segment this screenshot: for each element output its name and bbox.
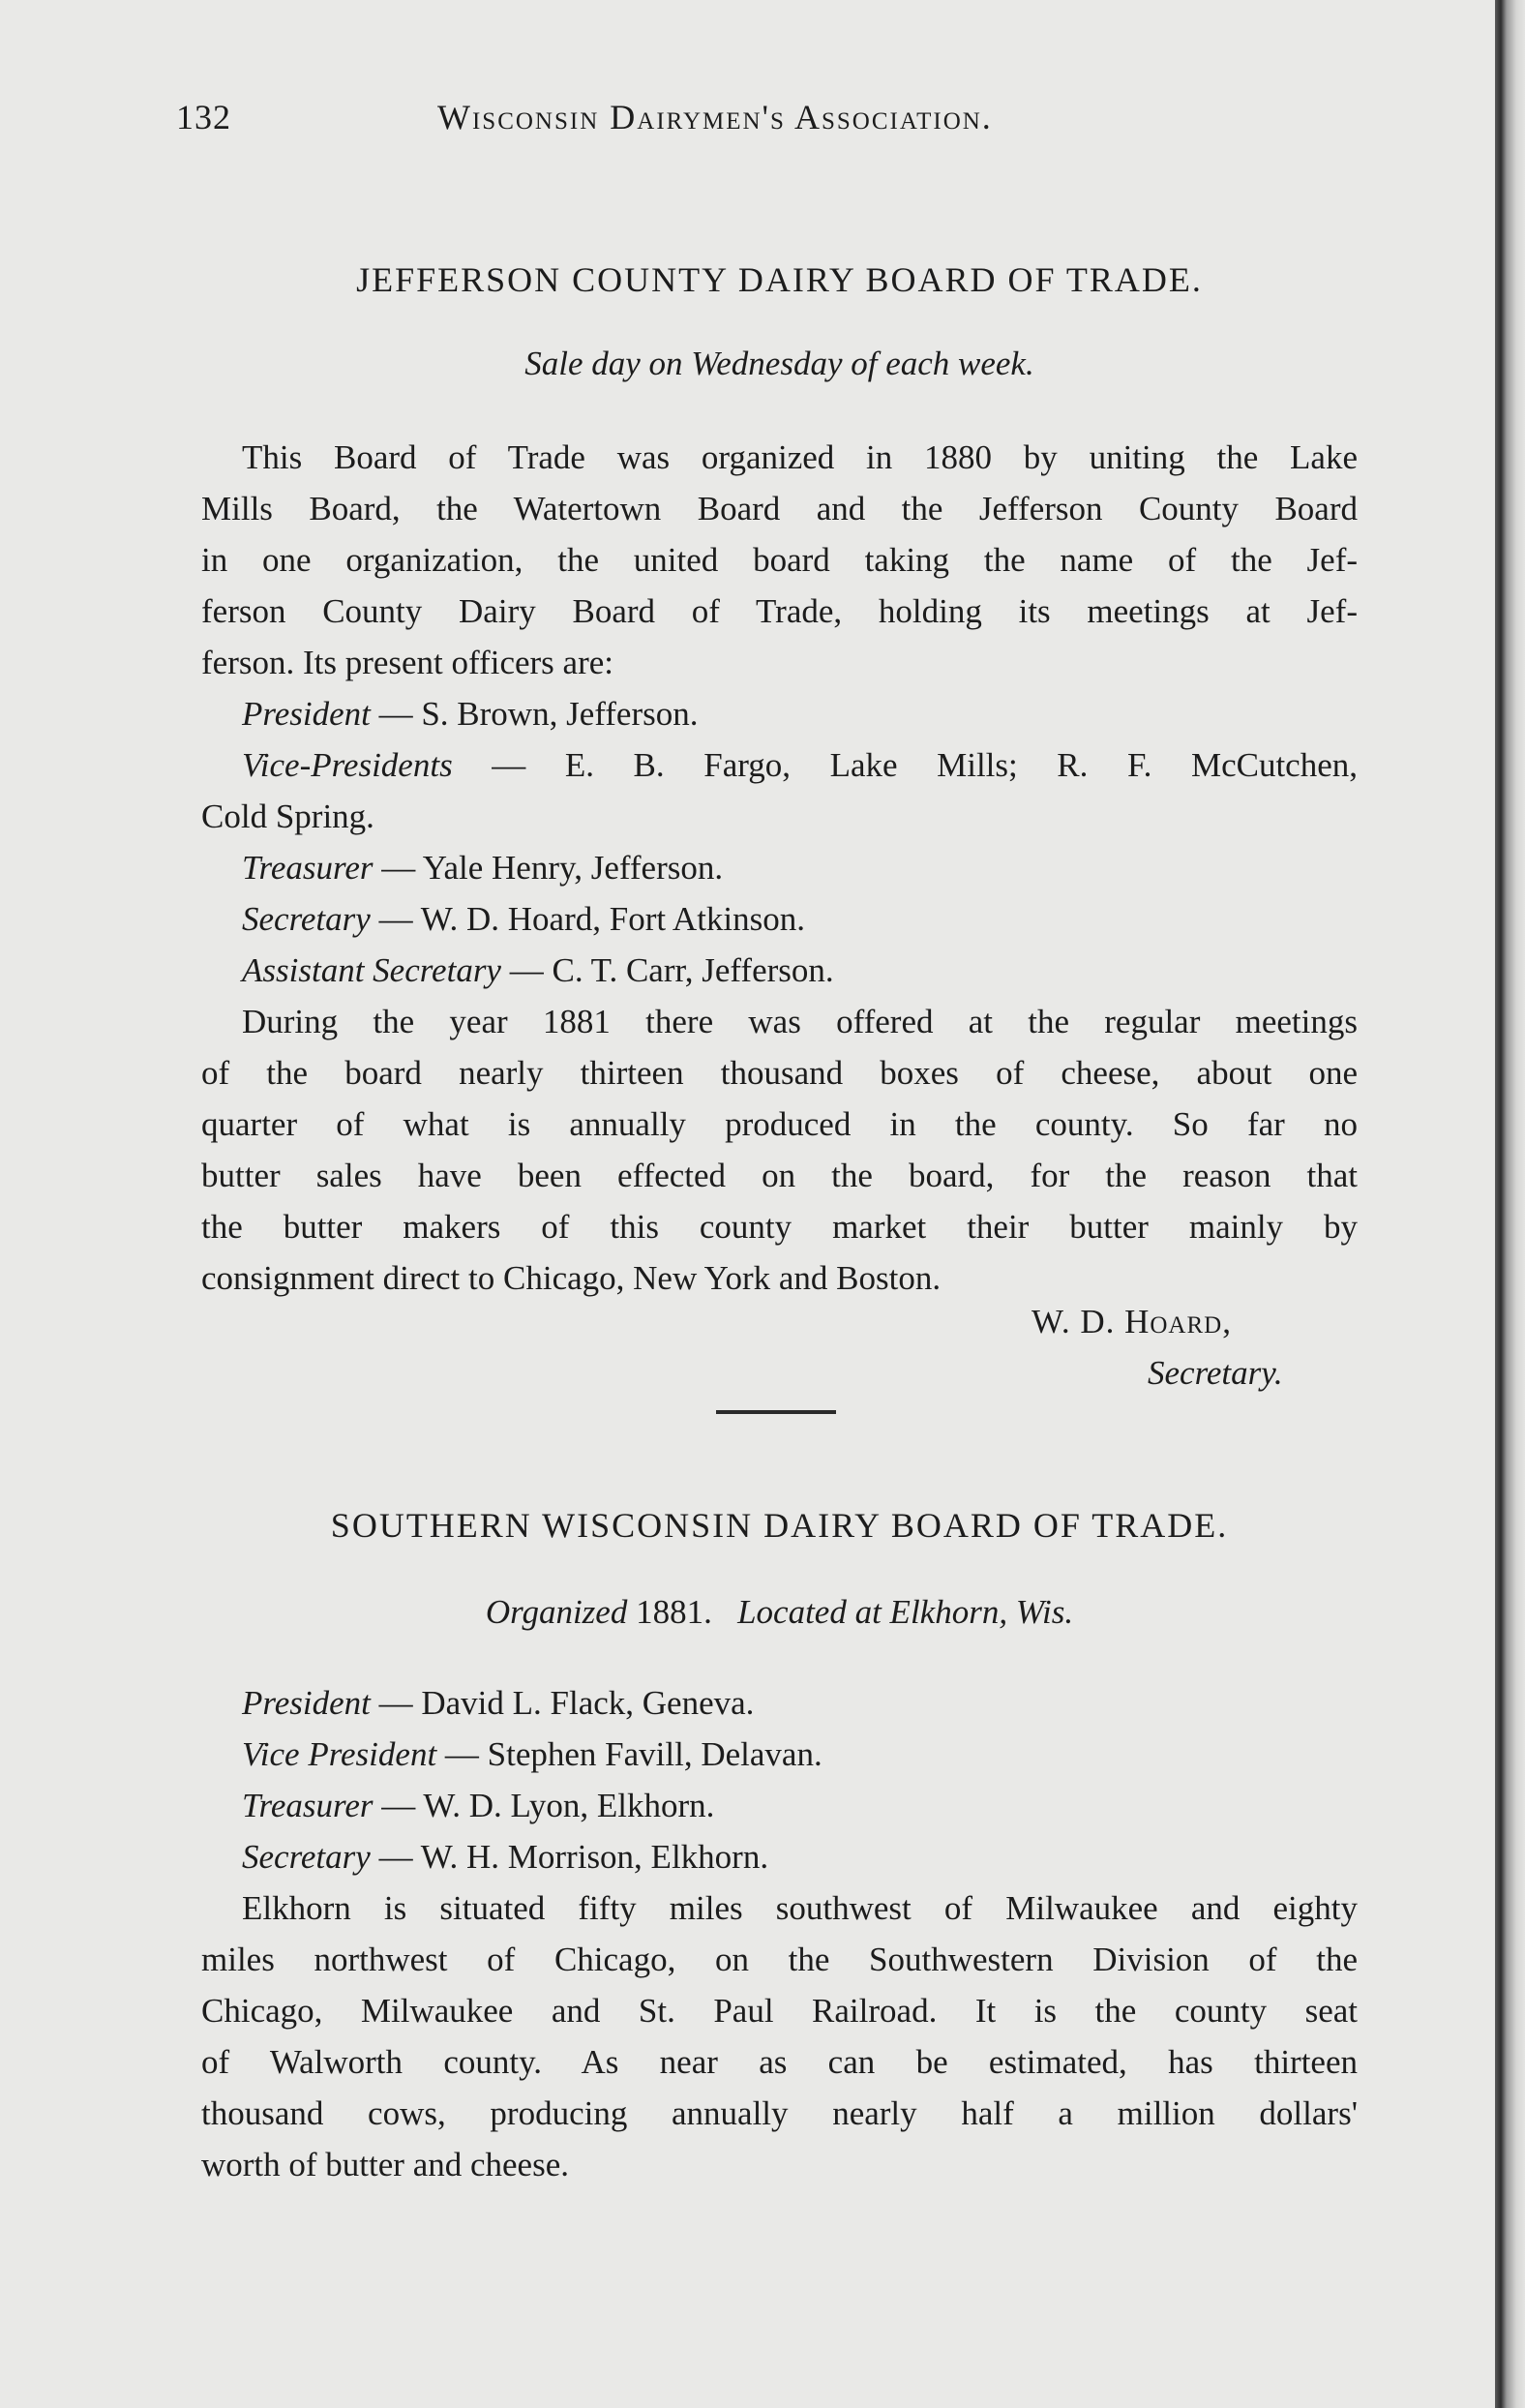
text-line: in one organization, the united board taking the name of the Jef- [201, 541, 1358, 579]
signature-name: W. D. Hoard, [1032, 1303, 1232, 1340]
officer-name: S. Brown, Jefferson. [421, 695, 699, 733]
officer-line: Treasurer — Yale Henry, Jefferson. [242, 849, 724, 887]
officer-line: President — S. Brown, Jefferson. [242, 695, 699, 733]
text-line: During the year 1881 there was offered at the regular meetings [242, 1003, 1358, 1040]
text-line: ferson County Dairy Board of Trade, holding its meetings at Jef- [201, 592, 1358, 630]
text-line: the butter makers of this county market their butter mainly by [201, 1208, 1358, 1246]
officer-line: President — David L. Flack, Geneva. [242, 1684, 755, 1722]
officer-role: President [242, 1684, 371, 1722]
officer-line: Secretary — W. H. Morrison, Elkhorn. [242, 1838, 769, 1876]
officer-role: Assistant Secretary [242, 951, 501, 989]
signature-title: Secretary. [1148, 1354, 1283, 1392]
section-divider [716, 1410, 836, 1414]
officer-name: W. D. Hoard, Fort Atkinson. [420, 900, 806, 938]
officer-line: Vice-Presidents — E. B. Fargo, Lake Mills; R. F. McCutchen, [242, 746, 1358, 784]
organized-label: Organized [485, 1593, 628, 1631]
text-line: consignment direct to Chicago, New York and Boston. [201, 1259, 942, 1297]
text-line: Mills Board, the Watertown Board and the Jefferson County Board [201, 490, 1358, 527]
officer-line: Secretary — W. D. Hoard, Fort Atkinson. [242, 900, 806, 938]
page-number: 132 [176, 98, 231, 136]
officer-list-southern [201, 1677, 1358, 1882]
officer-role: Treasurer [242, 849, 374, 887]
officer-role: Secretary [242, 1838, 371, 1876]
officer-role: President [242, 695, 371, 733]
text-line: butter sales have been effected on the board, for the reason that [201, 1157, 1358, 1194]
officer-role: Secretary [242, 900, 371, 938]
located-text: Located at Elkhorn, Wis. [737, 1593, 1074, 1631]
officer-name: C. T. Carr, Jefferson. [552, 951, 834, 989]
text-line: thousand cows, producing annually nearly half a million dollars' [201, 2094, 1358, 2132]
text-line: ferson. Its present officers are: [201, 644, 613, 681]
organized-year: 1881. [636, 1593, 712, 1631]
officer-line: Assistant Secretary — C. T. Carr, Jefferson. [242, 951, 834, 989]
officer-role: Treasurer [242, 1787, 374, 1824]
body-paragraph-southern [201, 1882, 1358, 2190]
officer-name: Yale Henry, Jefferson. [422, 849, 724, 887]
text-line: miles northwest of Chicago, on the Southwestern Division of the [201, 1941, 1358, 1978]
officer-role: Vice-Presidents [242, 746, 453, 784]
section-heading-jefferson: JEFFERSON COUNTY DAIRY BOARD OF TRADE. [356, 260, 1203, 299]
officer-line: Vice President — Stephen Favill, Delavan. [242, 1735, 822, 1773]
text-line: of Walworth county. As near as can be estimated, has thirteen [201, 2043, 1358, 2081]
officer-role: Vice President [242, 1735, 437, 1773]
text-line: of the board nearly thirteen thousand boxes of cheese, about one [201, 1054, 1358, 1092]
officer-name: E. B. Fargo, Lake Mills; R. F. McCutchen, [564, 746, 1358, 784]
intro-paragraph [201, 432, 1358, 688]
officer-name: W. D. Lyon, Elkhorn. [423, 1787, 715, 1824]
text-line: worth of butter and cheese. [201, 2146, 569, 2183]
text-line: This Board of Trade was organized in 1880 by uniting the Lake [242, 438, 1358, 476]
text-line: Elkhorn is situated fifty miles southwest of Milwaukee and eighty [242, 1889, 1358, 1927]
section-heading-southern: SOUTHERN WISCONSIN DAIRY BOARD OF TRADE. [330, 1506, 1229, 1545]
section-subtitle-southern [201, 1593, 1358, 1632]
officer-list-jefferson [201, 688, 1358, 996]
text-line: Cold Spring. [201, 798, 374, 835]
section-subtitle-jefferson: Sale day on Wednesday of each week. [524, 345, 1034, 382]
running-title: Wisconsin Dairymen's Association. [437, 98, 993, 136]
running-head [176, 97, 1144, 145]
officer-name: Stephen Favill, Delavan. [487, 1735, 822, 1773]
book-gutter-shadow [1495, 0, 1525, 2408]
officer-name: W. H. Morrison, Elkhorn. [420, 1838, 769, 1876]
text-line: quarter of what is annually produced in the county. So far no [201, 1105, 1358, 1143]
officer-name: David L. Flack, Geneva. [421, 1684, 755, 1722]
officer-line: Treasurer — W. D. Lyon, Elkhorn. [242, 1787, 715, 1824]
text-line: Chicago, Milwaukee and St. Paul Railroad. It is the county seat [201, 1992, 1358, 2030]
body-paragraph-jefferson [201, 996, 1358, 1304]
